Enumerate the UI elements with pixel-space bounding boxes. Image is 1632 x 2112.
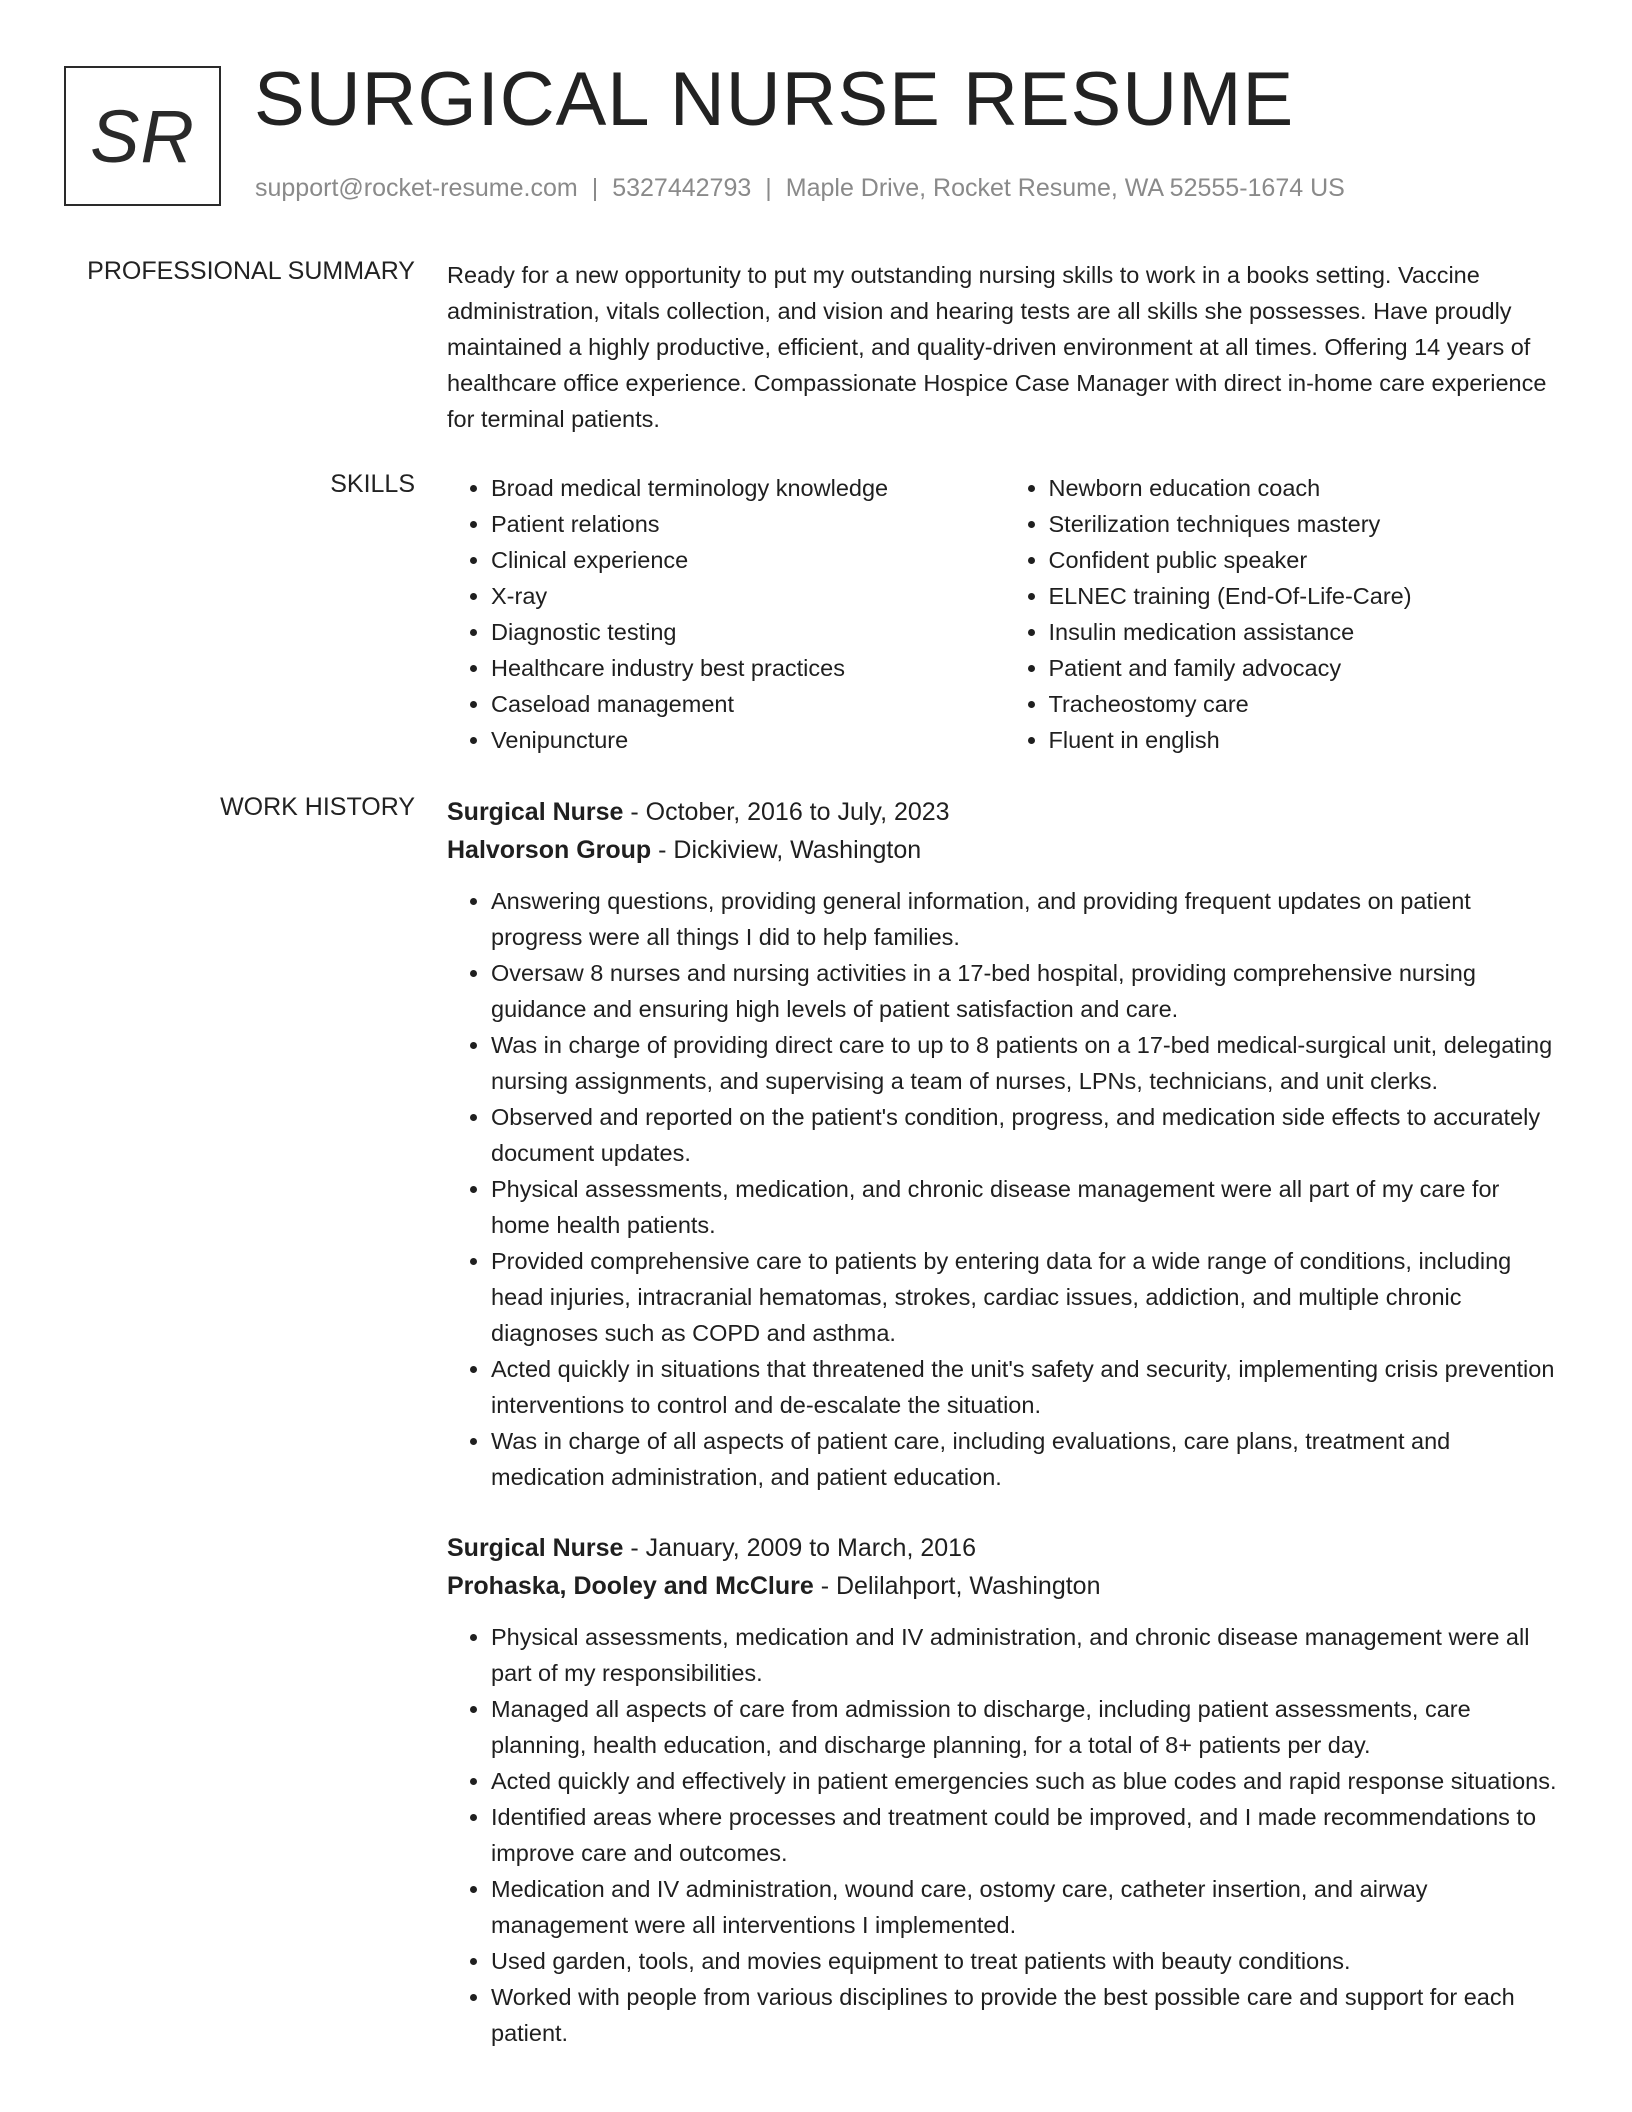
skill-item: • Newborn education coach	[1049, 470, 1563, 506]
job-bullet: • Acted quickly in situations that threatened the unit's safety and security, implementing crisis prevention interventions to control and de-escalate the situation.	[491, 1351, 1562, 1423]
job-bullet: • Provided comprehensive care to patients by entering data for a wide range of conditions, including head injuries, intracranial hematomas, strokes, cardiac issues, addiction, and multiple chronic diagnoses such as COPD and asthma.	[491, 1243, 1562, 1351]
job-bullet: • Physical assessments, medication and IV administration, and chronic disease management were all part of my responsibilities.	[491, 1619, 1562, 1691]
contact-separator: |	[765, 174, 772, 202]
skill-item: • Patient relations	[491, 506, 1005, 542]
summary-body	[447, 257, 1562, 437]
work-history-label: WORK HISTORY	[220, 793, 415, 821]
skill-item: • Fluent in english	[1049, 722, 1563, 758]
job-bullet: • Was in charge of providing direct care to up to 8 patients on a 17-bed medical-surgical unit, delegating nursing assignments, and supervising a team of nurses, LPNs, technicians, and unit clerks.	[491, 1027, 1562, 1099]
contact-line	[255, 174, 1345, 203]
skill-item: • Patient and family advocacy	[1049, 650, 1563, 686]
job-entry	[447, 1529, 1562, 2051]
job-company: Halvorson Group	[447, 836, 652, 864]
job-bullet: • Was in charge of all aspects of patient care, including evaluations, care plans, treatment and medication administration, and patient education.	[491, 1423, 1562, 1495]
skill-item: • Venipuncture	[491, 722, 1005, 758]
summary-text: Ready for a new opportunity to put my outstanding nursing skills to work in a books setting. Vaccine administration, vitals collection, and vision and hearing tests are all skills she possesses. Have proudly maintained a highly productive, efficient, and quality-driven environment at all times. Offering 14 years of healthcare office experience. Compassionate Hospice Case Manager with direct in-home care experience for terminal patients.	[447, 262, 1547, 432]
skill-item: • ELNEC training (End-Of-Life-Care)	[1049, 578, 1563, 614]
job-title-line	[447, 1529, 1562, 1567]
contact-separator: |	[591, 174, 599, 202]
contact-address: Maple Drive, Rocket Resume, WA 52555-1674 US	[785, 174, 1345, 202]
contact-phone[interactable]: 5327442793	[612, 174, 752, 202]
skill-item: • Confident public speaker	[1049, 542, 1563, 578]
job-dates: - January, 2009 to March, 2016	[623, 1534, 976, 1562]
skill-item: • Healthcare industry best practices	[491, 650, 1005, 686]
skill-item: • Sterilization techniques mastery	[1049, 506, 1563, 542]
job-bullet: • Worked with people from various disciplines to provide the best possible care and support for each patient.	[491, 1979, 1562, 2051]
job-title-line	[447, 793, 1562, 831]
work-history-body	[447, 793, 1562, 2085]
initials-monogram: SR	[64, 66, 221, 206]
job-bullet: • Medication and IV administration, wound care, ostomy care, catheter insertion, and airway management were all interventions I implemented.	[491, 1871, 1562, 1943]
skills-label: SKILLS	[330, 470, 415, 498]
skill-item: • Caseload management	[491, 686, 1005, 722]
skill-item: • Diagnostic testing	[491, 614, 1005, 650]
job-bullet-list	[447, 1619, 1562, 2051]
job-bullet: • Physical assessments, medication, and chronic disease management were all part of my care for home health patients.	[491, 1171, 1562, 1243]
job-entry	[447, 793, 1562, 1495]
skill-item: • Clinical experience	[491, 542, 1005, 578]
job-bullet: • Answering questions, providing general information, and providing frequent updates on patient progress were all things I did to help families.	[491, 883, 1562, 955]
contact-email[interactable]: support@rocket-resume.com	[255, 174, 578, 202]
job-dates: - October, 2016 to July, 2023	[623, 798, 950, 826]
skill-item: • Tracheostomy care	[1049, 686, 1563, 722]
resume-title: SURGICAL NURSE RESUME	[254, 57, 1295, 142]
job-bullet: • Used garden, tools, and movies equipment to treat patients with beauty conditions.	[491, 1943, 1562, 1979]
skills-list-right	[1005, 470, 1563, 758]
job-company-line	[447, 1567, 1562, 1605]
skills-body	[447, 470, 1562, 758]
job-bullet: • Identified areas where processes and treatment could be improved, and I made recommendations to improve care and outcomes.	[491, 1799, 1562, 1871]
job-bullet: • Acted quickly and effectively in patient emergencies such as blue codes and rapid response situations.	[491, 1763, 1562, 1799]
job-company-line	[447, 831, 1562, 869]
skill-item: • X-ray	[491, 578, 1005, 614]
job-bullet: • Managed all aspects of care from admission to discharge, including patient assessments, care planning, health education, and discharge planning, for a total of 8+ patients per day.	[491, 1691, 1562, 1763]
summary-label: PROFESSIONAL SUMMARY	[87, 257, 415, 285]
skills-list-left	[447, 470, 1005, 758]
job-bullet: • Oversaw 8 nurses and nursing activities in a 17-bed hospital, providing comprehensive nursing guidance and ensuring high levels of patient satisfaction and care.	[491, 955, 1562, 1027]
skills-columns	[447, 470, 1562, 758]
job-location: - Delilahport, Washington	[813, 1572, 1101, 1600]
job-bullet: • Observed and reported on the patient's condition, progress, and medication side effects to accurately document updates.	[491, 1099, 1562, 1171]
job-company: Prohaska, Dooley and McClure	[447, 1572, 814, 1600]
skill-item: • Insulin medication assistance	[1049, 614, 1563, 650]
skill-item: • Broad medical terminology knowledge	[491, 470, 1005, 506]
job-location: - Dickiview, Washington	[651, 836, 922, 864]
job-bullet-list	[447, 883, 1562, 1495]
job-title: Surgical Nurse	[447, 1534, 624, 1562]
job-title: Surgical Nurse	[447, 798, 624, 826]
